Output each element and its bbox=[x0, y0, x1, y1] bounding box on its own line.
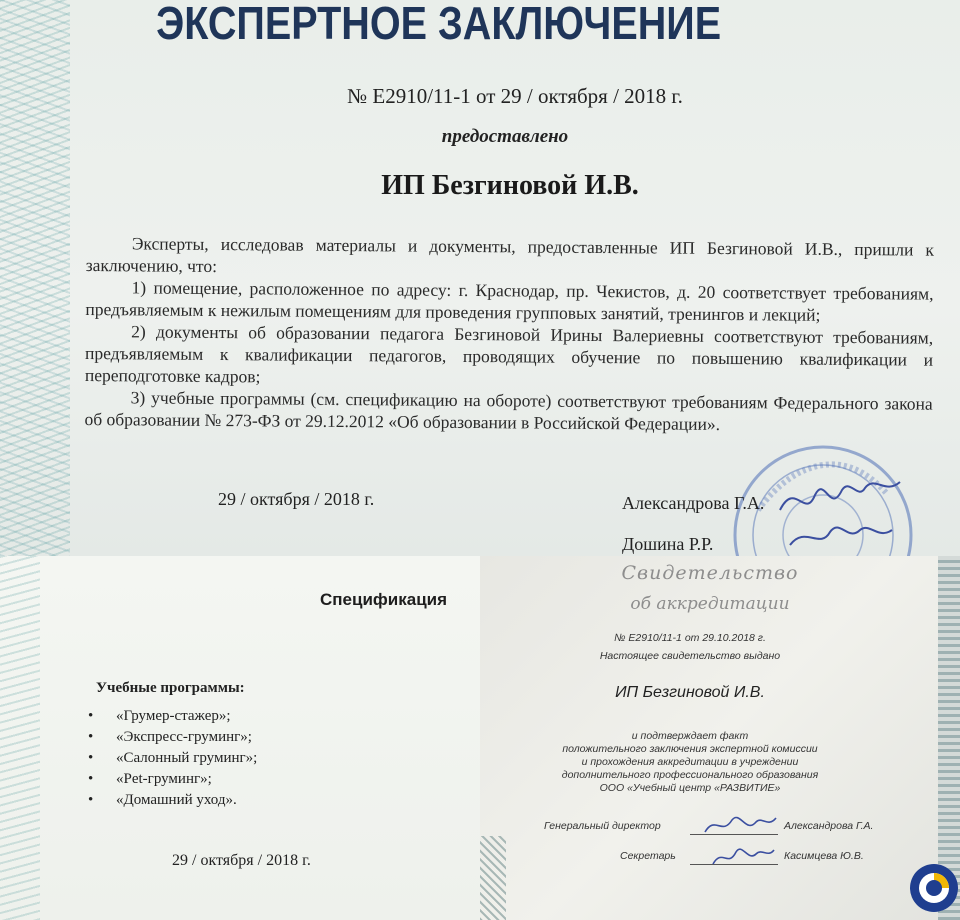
logo-icon bbox=[908, 862, 960, 914]
certificate-recipient: ИП Безгиновой И.В. bbox=[615, 684, 765, 701]
signature-1 bbox=[770, 470, 910, 556]
conclusion-body bbox=[84, 232, 934, 437]
secretary-name: Касимцева Ю.В. bbox=[784, 850, 864, 862]
director-name: Александрова Г.А. bbox=[784, 820, 874, 832]
list-item: • «Грумер-стажер»; bbox=[86, 706, 257, 727]
list-item: • «Экспресс-груминг»; bbox=[86, 727, 257, 748]
document-number: № Е2910/11-1 от 29 / октября / 2018 г. bbox=[347, 84, 683, 108]
list-item: • «Салонный груминг»; bbox=[86, 748, 257, 769]
certificate-title: Свидетельство bbox=[621, 562, 799, 584]
conclusion-item-2: 2) документы об образовании педагога Безгиновой Ирины Валериевны соответствуют требованиям, предъявляемым к квалификации педагогов, проводящих обучение по повышению квалификации и переподготовке кадров; bbox=[84, 321, 934, 387]
certificate-line-1: и подтверждает факт bbox=[631, 730, 749, 742]
specification-date: 29 / октября / 2018 г. bbox=[172, 852, 311, 869]
programs-list bbox=[86, 706, 257, 811]
ornamental-border bbox=[480, 836, 506, 920]
director-signature bbox=[700, 810, 780, 840]
document-title: ЭКСПЕРТНОЕ ЗАКЛЮЧЕНИЕ bbox=[156, 0, 722, 49]
document-date: 29 / октября / 2018 г. bbox=[218, 489, 375, 509]
recipient-name: ИП Безгиновой И.В. bbox=[381, 170, 639, 201]
director-label: Генеральный директор bbox=[544, 820, 661, 832]
conclusion-item-3: 3) учебные программы (см. спецификацию на обороте) соответствуют требованиям Федерального закона об образовании № 273-ФЗ от 29.12.2012 «Об образовании в Российской Федерации». bbox=[84, 387, 933, 434]
intro-paragraph: Эксперты, исследовав материалы и документы, предоставленные ИП Безгиновой И.В., пришли к заключению, что: bbox=[85, 233, 934, 277]
certificate-line-5: ООО «Учебный центр «РАЗВИТИЕ» bbox=[599, 782, 781, 794]
specification-title: Спецификация bbox=[320, 590, 448, 609]
certificate-line-3: и прохождения аккредитации в учреждении bbox=[581, 756, 799, 768]
list-item: • «Домашний уход». bbox=[86, 790, 257, 811]
signatory-2: Дошина Р.Р. bbox=[622, 534, 714, 554]
certificate-subtitle: об аккредитации bbox=[630, 594, 790, 614]
certificate-issued: Настоящее свидетельство выдано bbox=[599, 650, 781, 662]
guilloche-border bbox=[0, 556, 40, 920]
secretary-label: Секретарь bbox=[620, 850, 676, 862]
certificate-number: № Е2910/11-1 от 29.10.2018 г. bbox=[614, 632, 766, 644]
secretary-signature bbox=[708, 840, 778, 870]
list-item: • «Pet-груминг»; bbox=[86, 769, 257, 790]
programs-subtitle: Учебные программы: bbox=[96, 680, 245, 696]
signatory-1: Александрова Г.А. bbox=[622, 493, 765, 513]
provided-label: предоставлено bbox=[441, 126, 569, 147]
certificate-line-2: положительного заключения экспертной комиссии bbox=[562, 743, 818, 755]
accreditation-certificate bbox=[480, 556, 960, 920]
specification-document bbox=[0, 556, 480, 920]
conclusion-item-1: 1) помещение, расположенное по адресу: г. Краснодар, пр. Чекистов, д. 20 соответствует требованиям, предъявляемым к нежилым помещениям для проведения групповых занятий, тренингов и лекций; bbox=[85, 277, 934, 325]
certificate-line-4: дополнительного профессионального образования bbox=[561, 769, 819, 781]
